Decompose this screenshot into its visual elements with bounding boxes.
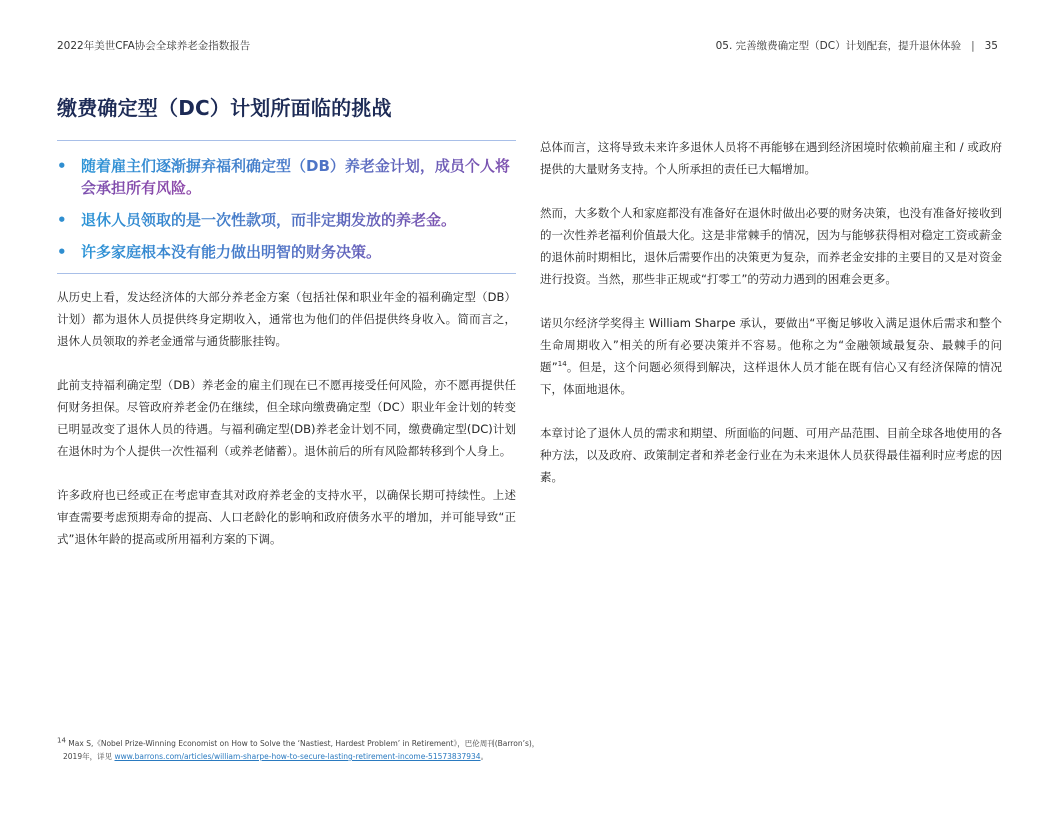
key-point bbox=[57, 209, 516, 231]
bullet-dot: • bbox=[57, 243, 67, 261]
section-header bbox=[716, 38, 998, 53]
body-paragraph: 本章讨论了退休人员的需求和期望、所面临的问题、可用产品范围、目前全球各地使用的各种方法，以及政府、政策制定者和养老金行业在为未来退休人员获得最佳福利时应考虑的因素。 bbox=[540, 426, 1002, 484]
body-paragraph: 然而，大多数个人和家庭都没有准备好在退休时做出必要的财务决策，也没有准备好接收到的一次性养老福利价值最大化。这是非常棘手的情况，因为与能够获得相对稳定工资或薪金的退休前时期相比，退休后需要作出的决策更为复杂，而养老金安排的主要目的又是对资金进行投资。当然，那些非正规或“打零工”的劳动力遇到的困难会更多。 bbox=[540, 206, 1002, 286]
key-points-list bbox=[57, 155, 516, 263]
right-column bbox=[540, 136, 1002, 510]
footnote-marker: 14 bbox=[57, 736, 66, 745]
body-paragraph: 许多政府也已经或正在考虑审查其对政府养老金的支持水平，以确保长期可持续性。上述审查需要考虑预期寿命的提高、人口老龄化的影响和政府债务水平的增加，并可能导致“正式”退休年龄的提高或所用福利方案的下调。 bbox=[57, 488, 516, 546]
section-title: 05. 完善缴费确定型（DC）计划配套，提升退休体验 bbox=[715, 40, 962, 52]
key-point bbox=[57, 241, 516, 263]
highlight-rule-top bbox=[57, 140, 516, 141]
key-point-text: 随着雇主们逐渐摒弃福利确定型（DB）养老金计划，成员个人将 会承担所有风险。 bbox=[81, 157, 510, 197]
footnote-link[interactable]: www.barrons.com/articles/william-sharpe-how-to-secure-lasting-retirement-income-51573837934 bbox=[114, 752, 481, 761]
body-paragraph: 诺贝尔经济学奖得主 William Sharpe 承认，要做出“平衡足够收入满足退休后需求和整个生命周期收入”相关的所有必要决策并不容易。他称之为“金融领域最复杂、最棘手的问题”$^{14}$。但是，这个问题必须得到解决，这样退休人员才能在既有信心又有经济保障的情况下，体面地退休。 bbox=[540, 316, 1002, 396]
key-point-text: 许多家庭根本没有能力做出明智的财务决策。 bbox=[81, 243, 382, 261]
body-paragraph: 总体而言，这将导致未来许多退休人员将不再能够在遇到经济困境时依赖前雇主和 / 或政府提供的大量财务支持。个人所承担的责任已大幅增加。 bbox=[540, 140, 1002, 176]
key-point bbox=[57, 155, 516, 199]
bullet-dot: • bbox=[57, 157, 67, 175]
left-column bbox=[57, 140, 516, 572]
footnote: $^{14}$ Max S,《Nobel Prize-Winning Economist on How to Solve the ‘Nastiest, Hardest Problem’ in Retirement》，巴伦周刊(Barron’s)， 2019年，详见 www.barrons.com/articles/william-sharpe-how-to-secure-lasting-retirement-income-51573837934。 bbox=[57, 736, 540, 761]
bullet-dot: • bbox=[57, 211, 67, 229]
page-number: 35 bbox=[984, 40, 998, 52]
highlight-rule-bottom bbox=[57, 273, 516, 274]
header-separator: | bbox=[971, 40, 975, 52]
footnote-ref[interactable]: 14 bbox=[557, 360, 567, 369]
report-title-header: 2022年美世CFA协会全球养老金指数报告 bbox=[57, 40, 251, 52]
page-title: 缴费确定型（DC）计划所面临的挑战 bbox=[57, 96, 392, 120]
key-point-text: 退休人员领取的是一次性款项，而非定期发放的养老金。 bbox=[81, 211, 457, 229]
body-paragraph: 从历史上看，发达经济体的大部分养老金方案（包括社保和职业年金的福利确定型（DB）计划）都为退休人员提供终身定期收入，通常也为他们的伴侣提供终身收入。简而言之，退休人员领取的养老金通常与通货膨胀挂钩。 bbox=[57, 290, 516, 348]
body-paragraph: 此前支持福利确定型（DB）养老金的雇主们现在已不愿再接受任何风险，亦不愿再提供任何财务担保。尽管政府养老金仍在继续，但全球向缴费确定型（DC）职业年金计划的转变已明显改变了退休人员的待遇。与福利确定型(DB)养老金计划不同，缴费确定型(DC)计划在退休时为个人提供一次性福利（或养老储蓄）。退休前后的所有风险都转移到个人身上。 bbox=[57, 378, 516, 458]
